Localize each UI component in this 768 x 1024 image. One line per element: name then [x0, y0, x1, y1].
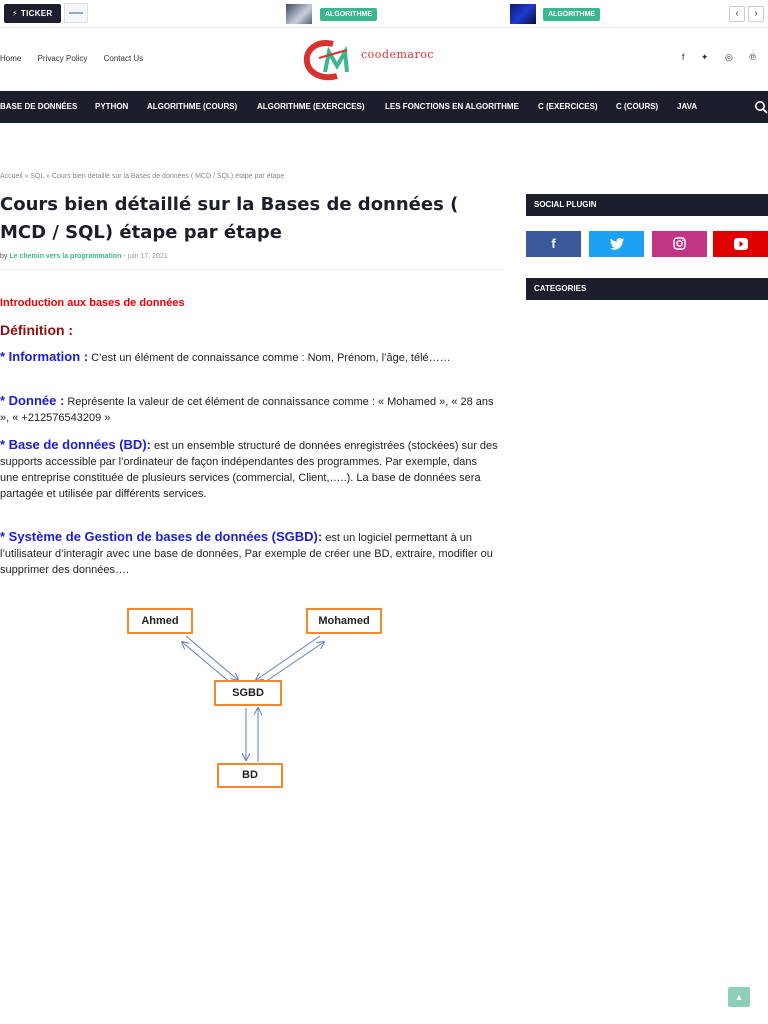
youtube-icon [733, 237, 749, 251]
breadcrumb-separator: » [46, 173, 52, 180]
meta-by: by [0, 253, 8, 260]
site-logo[interactable] [303, 38, 473, 82]
bolt-icon: ⚡ [12, 9, 18, 18]
header [0, 28, 768, 91]
post-meta [0, 253, 168, 260]
term-text: C’est un élément de connaissance comme : Nom, Prénom, l’âge, télé…… [88, 352, 451, 364]
home-link[interactable]: Home [0, 54, 22, 63]
main-nav [0, 91, 768, 123]
ticker-prev-button[interactable]: ‹ [729, 6, 745, 22]
term-label: * Base de données (BD): [0, 437, 151, 452]
twitter-icon [610, 238, 624, 250]
page-title: Cours bien détaillé sur la Bases de données ( MCD / SQL) étape par étape [0, 194, 459, 243]
instagram-icon[interactable]: ◎ [724, 52, 733, 62]
pinterest-icon[interactable]: ℗ [749, 52, 756, 62]
contact-us-link[interactable]: Contact Us [103, 54, 144, 63]
ticker-thumbnail[interactable] [286, 4, 312, 24]
logo-text: coodemaroc [361, 48, 434, 61]
social-plugin-heading: SOCIAL PLUGIN [526, 194, 768, 216]
ticker-next-button[interactable]: › [748, 6, 764, 22]
instagram-icon [673, 237, 686, 250]
paragraph-donnee [0, 393, 498, 426]
back-to-top-button[interactable] [728, 987, 750, 1007]
ticker-tag[interactable]: ALGORITHME [320, 8, 377, 21]
ticker-badge-label: TICKER [20, 9, 53, 18]
breadcrumb-category[interactable]: SQL [30, 173, 45, 180]
diagram-node-mohamed: Mohamed [306, 608, 382, 634]
diagram-node-ahmed: Ahmed [127, 608, 193, 634]
term-label: * Information : [0, 349, 89, 364]
paragraph-information [0, 349, 498, 366]
intro-heading: Introduction aux bases de données [0, 297, 185, 309]
facebook-icon: f [551, 236, 556, 251]
nav-item-python[interactable]: PYTHON [95, 102, 129, 111]
term-label: * Système de Gestion de bases de données (SGBD): [0, 529, 323, 544]
diagram-node-bd: BD [217, 763, 283, 788]
divider [0, 269, 505, 270]
breadcrumb [0, 173, 284, 180]
categories-heading: CATEGORIES [526, 278, 768, 300]
term-label: * Donnée : [0, 393, 65, 408]
nav-item-algorithme-exercices[interactable]: ALGORITHME (EXERCICES) [257, 102, 365, 111]
nav-item-algorithme-cours[interactable]: ALGORITHME (COURS) [147, 102, 238, 111]
term-text: Représente la valeur de cet élément de connaissance comme : « Mohamed », « 28 ans », « +212576543209 » [0, 396, 494, 424]
paragraph-sgbd [0, 529, 498, 578]
breadcrumb-separator: » [24, 173, 31, 180]
nav-item-c-exercices[interactable]: C (EXERCICES) [538, 102, 598, 111]
facebook-button[interactable] [526, 231, 581, 257]
ticker-thumbnail[interactable] [64, 3, 88, 23]
breadcrumb-current: Cours bien détaillé sur la Bases de données ( MCD / SQL) étape par étape [51, 173, 285, 180]
twitter-button[interactable] [589, 231, 644, 257]
definition-heading: Définition : [0, 322, 74, 338]
chevron-up-icon: ▲ [734, 992, 744, 1002]
nav-item-base-de-donnees[interactable]: BASE DE DONNÉES [0, 102, 78, 111]
diagram-node-sgbd: SGBD [214, 680, 282, 706]
search-icon[interactable] [754, 100, 768, 114]
top-links [0, 54, 157, 63]
ticker-badge [4, 4, 61, 23]
term-text: est un ensemble structuré de données enregistrées (stockées) sur des supports accessible par l’ordinateur de façon indépendantes des programmes. Par exemple, dans une entreprise constituée de plusieurs services (commercial, Client,…..). La base de données sera partagée et utilisée par différents services. [0, 440, 498, 500]
header-social [668, 52, 756, 63]
youtube-button[interactable] [713, 231, 768, 257]
nav-item-fonctions-algorithme[interactable]: LES FONCTIONS EN ALGORITHME [385, 102, 519, 111]
breadcrumb-home[interactable]: Accueil [0, 173, 23, 180]
nav-item-c-cours[interactable]: C (COURS) [616, 102, 659, 111]
sgbd-diagram [120, 600, 390, 800]
privacy-policy-link[interactable]: Privacy Policy [37, 54, 88, 63]
term-text: est un logiciel permettant à un l’utilisateur d’interagir avec une base de données, Par exemple de créer une BD, extraire, modifier ou supprimer des données…. [0, 532, 493, 576]
ticker-thumbnail[interactable] [510, 4, 536, 24]
instagram-button[interactable] [652, 231, 707, 257]
twitter-icon[interactable]: ✦ [700, 52, 709, 62]
post-date: - juin 17, 2021 [123, 253, 168, 260]
facebook-icon[interactable]: f [681, 52, 685, 62]
nav-item-java[interactable]: JAVA [677, 102, 698, 111]
ticker-bar [0, 0, 768, 28]
paragraph-base-de-donnees [0, 437, 498, 502]
ticker-tag[interactable]: ALGORITHME [543, 8, 600, 21]
author-link[interactable]: Le chemin vers la programmation [9, 253, 122, 260]
